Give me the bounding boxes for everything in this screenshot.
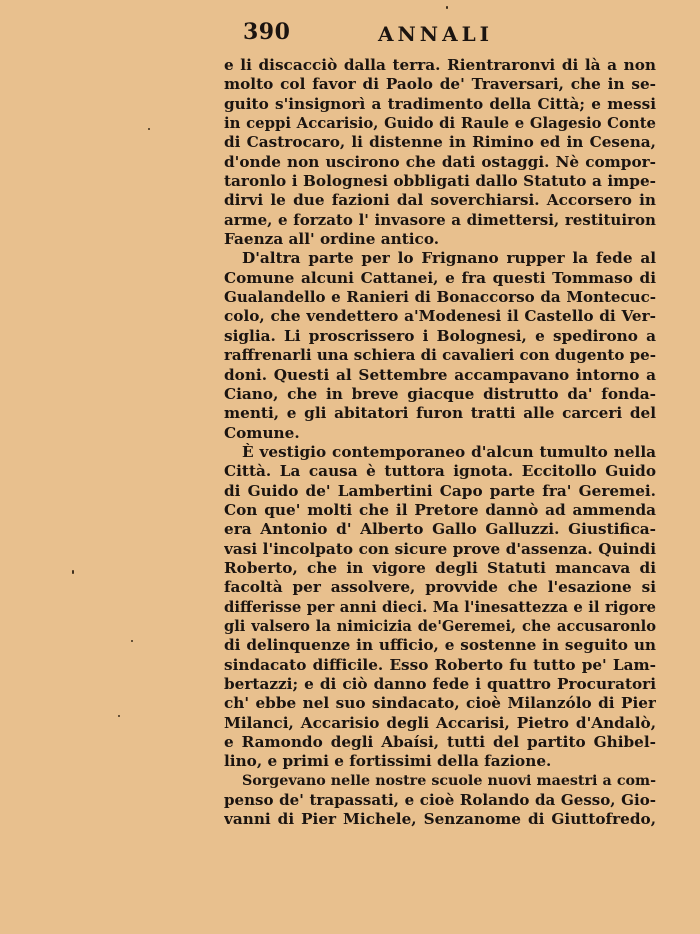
ink-speck <box>72 570 74 574</box>
text-line: differisse per anni dieci. Ma l'inesattezza e il rigore <box>224 597 656 616</box>
text-line: di Castrocaro, li distenne in Rimino ed in Cesena, <box>224 133 656 152</box>
text-line: dirvi le due fazioni dal soverchiarsi. Accorsero in <box>224 191 656 210</box>
text-line: sindacato difficile. Esso Roberto fu tutto pe' Lam- <box>224 655 656 674</box>
text-line: Con que' molti che il Pretore dannò ad ammenda <box>224 500 656 519</box>
text-line: D'altra parte per lo Frignano rupper la fede al <box>242 249 656 268</box>
text-line: arme, e forzato l' invasore a dimettersi, restituiron <box>224 210 656 229</box>
text-line: e li discacciò dalla terra. Rientraronvi di là a non <box>224 56 656 74</box>
text-line: gli valsero la nimicizia de'Geremei, che accusaronlo <box>224 617 656 635</box>
text-line: menti, e gli abitatori furon tratti alle carceri del <box>224 404 656 423</box>
text-line: molto col favor di Paolo de' Traversari, che in se- <box>224 75 656 94</box>
text-line: penso de' trapassati, e cioè Rolando da Gesso, Gio- <box>224 791 656 810</box>
text-line: Comune. <box>224 423 300 442</box>
ink-speck <box>446 6 448 9</box>
ink-speck <box>131 640 133 642</box>
text-line: e Ramondo degli Abaísi, tutti del partito Ghibel- <box>224 733 656 752</box>
text-line: guito s'insignorì a tradimento della Città; e messi <box>224 94 656 113</box>
text-line: ch' ebbe nel suo sindacato, cioè Milanzólo di Pier <box>224 694 656 713</box>
text-line: facoltà per assolvere, provvide che l'esazione si <box>224 578 656 597</box>
text-line: colo, che vendettero a'Modenesi il Castello di Ver- <box>224 307 656 326</box>
body-text <box>224 56 656 830</box>
page-number: 390 <box>243 19 291 45</box>
text-line: di Guido de' Lambertini Capo parte fra' Geremei. <box>224 481 656 500</box>
text-line: Faenza all' ordine antico. <box>224 230 440 249</box>
text-line: in ceppi Accarisio, Guido di Raule e Glagesio Conte <box>224 114 656 133</box>
text-line: taronlo i Bolognesi obbligati dallo Statuto a impe- <box>224 172 656 191</box>
running-title: ANNALI <box>378 22 494 46</box>
text-line: d'onde non uscirono che dati ostaggi. Nè compor- <box>224 152 656 171</box>
text-line: era Antonio d' Alberto Gallo Galluzzi. Giustifica- <box>224 520 656 539</box>
ink-speck <box>118 715 120 717</box>
text-line: Gualandello e Ranieri di Bonaccorso da Montecuc- <box>224 288 656 307</box>
text-line: siglia. Li proscrissero i Bolognesi, e spedirono a <box>224 326 656 345</box>
ink-speck <box>148 128 150 130</box>
text-line: È vestigio contemporaneo d'alcun tumulto nella <box>242 442 656 461</box>
text-line: Sorgevano nelle nostre scuole nuovi maestri a com- <box>242 772 656 789</box>
text-line: Comune alcuni Cattanei, e fra questi Tommaso di <box>224 268 656 287</box>
text-line: lino, e primi e fortissimi della fazione. <box>224 752 552 771</box>
text-line: Roberto, che in vigore degli Statuti mancava di <box>224 558 656 577</box>
text-line: bertazzi; e di ciò danno fede i quattro Procuratori <box>224 675 656 693</box>
page-header <box>223 16 663 56</box>
text-line: doni. Questi al Settembre accampavano intorno a <box>224 365 656 384</box>
text-line: di delinquenze in ufficio, e sostenne in seguito un <box>224 636 656 655</box>
text-line: Città. La causa è tuttora ignota. Eccitollo Guido <box>224 462 656 481</box>
text-line: raffrenarli una schiera di cavalieri con dugento pe- <box>224 346 656 365</box>
text-line: vanni di Pier Michele, Senzanome di Giuttofredo, <box>224 810 656 829</box>
text-line: Ciano, che in breve giacque distrutto da' fonda- <box>224 384 656 403</box>
text-line: vasi l'incolpato con sicure prove d'assenza. Quindi <box>224 539 656 558</box>
text-line: Milanci, Accarisio degli Accarisi, Pietro d'Andalò, <box>224 713 656 732</box>
